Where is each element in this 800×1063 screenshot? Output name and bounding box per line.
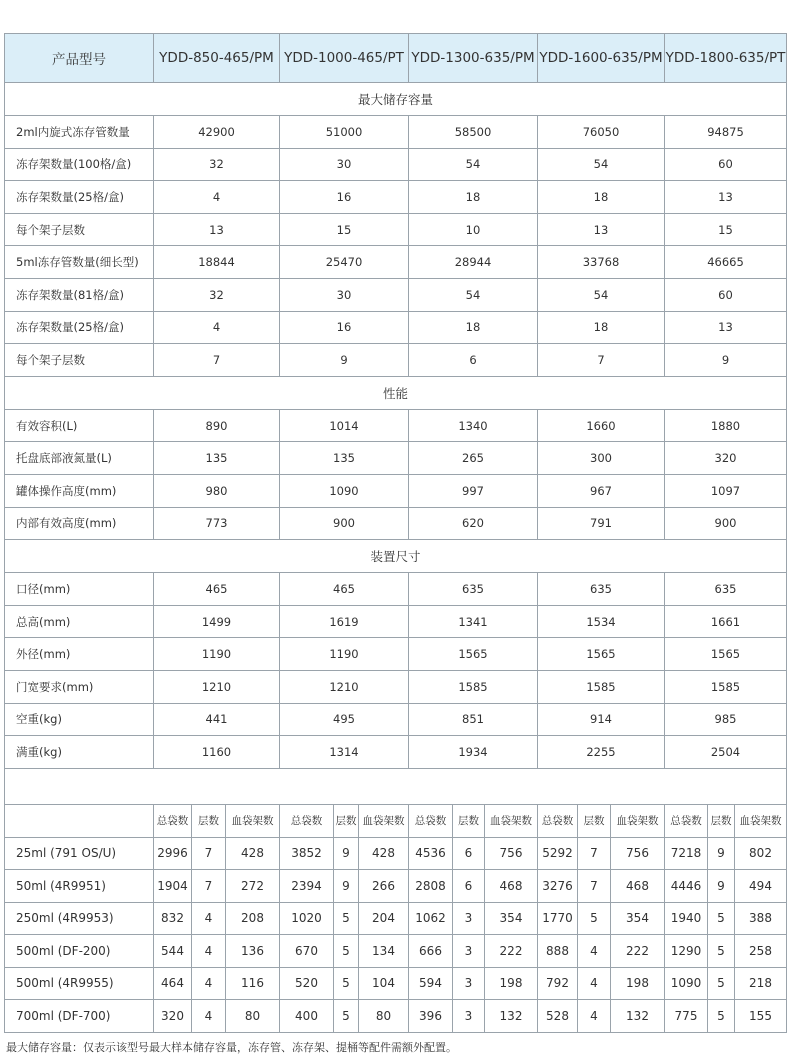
table-row <box>5 507 787 540</box>
value-cell: 5 <box>578 902 611 935</box>
value-cell: 5 <box>334 967 359 1000</box>
subheader-cell: 总袋数 <box>154 804 192 837</box>
value-cell: 15 <box>665 213 787 246</box>
table-row <box>5 605 787 638</box>
table-row <box>5 736 787 769</box>
value-cell: 94875 <box>665 116 787 149</box>
value-cell: 1880 <box>665 409 787 442</box>
subheader-blank <box>5 804 154 837</box>
value-cell: 802 <box>735 837 787 870</box>
value-cell: 4536 <box>409 837 453 870</box>
value-cell: 5292 <box>538 837 578 870</box>
value-cell: 28944 <box>409 246 538 279</box>
value-cell: 791 <box>538 507 665 540</box>
footnote: 最大储存容量：仅表示该型号最大样本储存容量，冻存管、冻存架、提桶等配件需额外配置。 <box>6 1041 457 1054</box>
row-label: 700ml (DF-700) <box>5 1000 154 1033</box>
table-row <box>5 213 787 246</box>
value-cell: 6 <box>409 344 538 377</box>
value-cell: 13 <box>665 311 787 344</box>
value-cell: 104 <box>359 967 409 1000</box>
value-cell: 25470 <box>280 246 409 279</box>
value-cell: 396 <box>409 1000 453 1033</box>
row-label: 2ml内旋式冻存管数量 <box>5 116 154 149</box>
header-label: 产品型号 <box>5 34 154 83</box>
value-cell: 9 <box>708 870 735 903</box>
value-cell: 10 <box>409 213 538 246</box>
value-cell: 33768 <box>538 246 665 279</box>
value-cell: 6 <box>453 870 485 903</box>
value-cell: 1661 <box>665 605 787 638</box>
value-cell: 5 <box>334 902 359 935</box>
table-row <box>5 837 787 870</box>
table-row <box>5 935 787 968</box>
subheader-cell: 层数 <box>334 804 359 837</box>
value-cell: 5 <box>708 1000 735 1033</box>
value-cell: 400 <box>280 1000 334 1033</box>
value-cell: 54 <box>409 148 538 181</box>
value-cell: 3 <box>453 1000 485 1033</box>
section-title: 装置尺寸 <box>5 540 787 573</box>
value-cell: 495 <box>280 703 409 736</box>
row-label: 冻存架数量(25格/盒) <box>5 181 154 214</box>
table-row <box>5 34 787 83</box>
value-cell: 1534 <box>538 605 665 638</box>
value-cell: 635 <box>409 573 538 606</box>
value-cell: 890 <box>154 409 280 442</box>
value-cell: 1565 <box>409 638 538 671</box>
value-cell: 3 <box>453 967 485 1000</box>
table-row <box>5 768 787 804</box>
value-cell: 1904 <box>154 870 192 903</box>
value-cell: 1660 <box>538 409 665 442</box>
value-cell: 4446 <box>665 870 708 903</box>
value-cell: 756 <box>485 837 538 870</box>
value-cell: 1770 <box>538 902 578 935</box>
value-cell: 7 <box>192 837 226 870</box>
value-cell: 914 <box>538 703 665 736</box>
value-cell: 1499 <box>154 605 280 638</box>
table-row <box>5 703 787 736</box>
value-cell: 4 <box>192 967 226 1000</box>
value-cell: 16 <box>280 181 409 214</box>
value-cell: 3276 <box>538 870 578 903</box>
value-cell: 1190 <box>154 638 280 671</box>
table-row <box>5 870 787 903</box>
table-row <box>5 409 787 442</box>
value-cell: 985 <box>665 703 787 736</box>
value-cell: 997 <box>409 474 538 507</box>
value-cell: 7 <box>154 344 280 377</box>
value-cell: 1020 <box>280 902 334 935</box>
value-cell: 1090 <box>280 474 409 507</box>
value-cell: 155 <box>735 1000 787 1033</box>
value-cell: 7 <box>192 870 226 903</box>
table-row <box>5 311 787 344</box>
value-cell: 198 <box>485 967 538 1000</box>
value-cell: 9 <box>334 837 359 870</box>
row-label: 空重(kg) <box>5 703 154 736</box>
value-cell: 1619 <box>280 605 409 638</box>
value-cell: 1341 <box>409 605 538 638</box>
table-row <box>5 967 787 1000</box>
value-cell: 136 <box>226 935 280 968</box>
value-cell: 54 <box>538 148 665 181</box>
value-cell: 468 <box>611 870 665 903</box>
row-label: 内部有效高度(mm) <box>5 507 154 540</box>
value-cell: 594 <box>409 967 453 1000</box>
value-cell: 54 <box>538 278 665 311</box>
value-cell: 773 <box>154 507 280 540</box>
subheader-cell: 血袋架数 <box>735 804 787 837</box>
row-label: 冻存架数量(25格/盒) <box>5 311 154 344</box>
value-cell: 46665 <box>665 246 787 279</box>
value-cell: 258 <box>735 935 787 968</box>
row-label: 总高(mm) <box>5 605 154 638</box>
table-row <box>5 376 787 409</box>
value-cell: 1934 <box>409 736 538 769</box>
value-cell: 792 <box>538 967 578 1000</box>
value-cell: 1565 <box>538 638 665 671</box>
section-title: 性能 <box>5 376 787 409</box>
spec-table <box>4 33 787 1033</box>
subheader-cell: 血袋架数 <box>611 804 665 837</box>
value-cell: 775 <box>665 1000 708 1033</box>
table-row <box>5 148 787 181</box>
table-row <box>5 670 787 703</box>
value-cell: 388 <box>735 902 787 935</box>
value-cell: 218 <box>735 967 787 1000</box>
value-cell: 76050 <box>538 116 665 149</box>
value-cell: 7 <box>538 344 665 377</box>
value-cell: 18 <box>409 181 538 214</box>
value-cell: 4 <box>578 935 611 968</box>
value-cell: 272 <box>226 870 280 903</box>
value-cell: 198 <box>611 967 665 1000</box>
value-cell: 54 <box>409 278 538 311</box>
value-cell: 60 <box>665 148 787 181</box>
row-label: 门宽要求(mm) <box>5 670 154 703</box>
value-cell: 1062 <box>409 902 453 935</box>
value-cell: 1090 <box>665 967 708 1000</box>
subheader-cell: 总袋数 <box>280 804 334 837</box>
value-cell: 3852 <box>280 837 334 870</box>
value-cell: 9 <box>665 344 787 377</box>
value-cell: 7 <box>578 837 611 870</box>
table-row <box>5 246 787 279</box>
value-cell: 16 <box>280 311 409 344</box>
value-cell: 1210 <box>280 670 409 703</box>
value-cell: 1585 <box>409 670 538 703</box>
value-cell: 116 <box>226 967 280 1000</box>
value-cell: 851 <box>409 703 538 736</box>
value-cell: 528 <box>538 1000 578 1033</box>
value-cell: 1314 <box>280 736 409 769</box>
value-cell: 300 <box>538 442 665 475</box>
value-cell: 967 <box>538 474 665 507</box>
row-label: 罐体操作高度(mm) <box>5 474 154 507</box>
subheader-cell: 层数 <box>708 804 735 837</box>
value-cell: 5 <box>708 967 735 1000</box>
value-cell: 18844 <box>154 246 280 279</box>
table-row <box>5 181 787 214</box>
table-row <box>5 804 787 837</box>
value-cell: 635 <box>665 573 787 606</box>
value-cell: 428 <box>359 837 409 870</box>
value-cell: 9 <box>280 344 409 377</box>
subheader-cell: 血袋架数 <box>226 804 280 837</box>
value-cell: 465 <box>280 573 409 606</box>
value-cell: 756 <box>611 837 665 870</box>
value-cell: 4 <box>192 1000 226 1033</box>
value-cell: 7218 <box>665 837 708 870</box>
value-cell: 135 <box>280 442 409 475</box>
value-cell: 888 <box>538 935 578 968</box>
value-cell: 18 <box>538 311 665 344</box>
value-cell: 4 <box>578 967 611 1000</box>
value-cell: 58500 <box>409 116 538 149</box>
value-cell: 2808 <box>409 870 453 903</box>
value-cell: 620 <box>409 507 538 540</box>
value-cell: 5 <box>334 935 359 968</box>
value-cell: 135 <box>154 442 280 475</box>
value-cell: 354 <box>611 902 665 935</box>
model-header: YDD-1000-465/PT <box>280 34 409 83</box>
value-cell: 204 <box>359 902 409 935</box>
row-label: 50ml (4R9951) <box>5 870 154 903</box>
value-cell: 80 <box>359 1000 409 1033</box>
subheader-cell: 层数 <box>453 804 485 837</box>
value-cell: 520 <box>280 967 334 1000</box>
value-cell: 30 <box>280 278 409 311</box>
model-header: YDD-1300-635/PM <box>409 34 538 83</box>
value-cell: 13 <box>154 213 280 246</box>
value-cell: 2255 <box>538 736 665 769</box>
value-cell: 265 <box>409 442 538 475</box>
row-label: 口径(mm) <box>5 573 154 606</box>
row-label: 有效容积(L) <box>5 409 154 442</box>
row-label: 满重(kg) <box>5 736 154 769</box>
value-cell: 18 <box>409 311 538 344</box>
value-cell: 900 <box>280 507 409 540</box>
subheader-cell: 血袋架数 <box>359 804 409 837</box>
row-label: 250ml (4R9953) <box>5 902 154 935</box>
value-cell: 32 <box>154 148 280 181</box>
table-row <box>5 344 787 377</box>
value-cell: 2504 <box>665 736 787 769</box>
value-cell: 4 <box>154 311 280 344</box>
value-cell: 134 <box>359 935 409 968</box>
value-cell: 15 <box>280 213 409 246</box>
model-header: YDD-1800-635/PT <box>665 34 787 83</box>
value-cell: 7 <box>578 870 611 903</box>
value-cell: 544 <box>154 935 192 968</box>
table-row <box>5 442 787 475</box>
model-header: YDD-850-465/PM <box>154 34 280 83</box>
value-cell: 465 <box>154 573 280 606</box>
value-cell: 1565 <box>665 638 787 671</box>
table-row <box>5 1000 787 1033</box>
value-cell: 428 <box>226 837 280 870</box>
subheader-cell: 血袋架数 <box>485 804 538 837</box>
value-cell: 494 <box>735 870 787 903</box>
value-cell: 266 <box>359 870 409 903</box>
subheader-cell: 总袋数 <box>665 804 708 837</box>
table-row <box>5 540 787 573</box>
value-cell: 670 <box>280 935 334 968</box>
value-cell: 4 <box>192 935 226 968</box>
value-cell: 208 <box>226 902 280 935</box>
row-label: 托盘底部液氮量(L) <box>5 442 154 475</box>
table-row <box>5 902 787 935</box>
value-cell: 222 <box>485 935 538 968</box>
value-cell: 900 <box>665 507 787 540</box>
value-cell: 468 <box>485 870 538 903</box>
value-cell: 2394 <box>280 870 334 903</box>
value-cell: 4 <box>154 181 280 214</box>
table-row <box>5 278 787 311</box>
value-cell: 42900 <box>154 116 280 149</box>
value-cell: 1290 <box>665 935 708 968</box>
value-cell: 1585 <box>538 670 665 703</box>
row-label: 冻存架数量(81格/盒) <box>5 278 154 311</box>
row-label: 每个架子层数 <box>5 213 154 246</box>
table-row <box>5 474 787 507</box>
value-cell: 9 <box>708 837 735 870</box>
value-cell: 132 <box>485 1000 538 1033</box>
value-cell: 9 <box>334 870 359 903</box>
subheader-cell: 层数 <box>578 804 611 837</box>
value-cell: 80 <box>226 1000 280 1033</box>
value-cell: 320 <box>665 442 787 475</box>
value-cell: 464 <box>154 967 192 1000</box>
row-label: 500ml (DF-200) <box>5 935 154 968</box>
model-header: YDD-1600-635/PM <box>538 34 665 83</box>
value-cell: 132 <box>611 1000 665 1033</box>
value-cell: 1210 <box>154 670 280 703</box>
value-cell: 1097 <box>665 474 787 507</box>
row-label: 500ml (4R9955) <box>5 967 154 1000</box>
row-label: 每个架子层数 <box>5 344 154 377</box>
value-cell: 5 <box>708 902 735 935</box>
value-cell: 1160 <box>154 736 280 769</box>
value-cell: 2996 <box>154 837 192 870</box>
value-cell: 320 <box>154 1000 192 1033</box>
table-row <box>5 116 787 149</box>
value-cell: 666 <box>409 935 453 968</box>
value-cell: 980 <box>154 474 280 507</box>
table-row <box>5 573 787 606</box>
value-cell: 222 <box>611 935 665 968</box>
value-cell: 1585 <box>665 670 787 703</box>
value-cell: 5 <box>334 1000 359 1033</box>
value-cell: 1340 <box>409 409 538 442</box>
row-label: 外径(mm) <box>5 638 154 671</box>
value-cell: 3 <box>453 902 485 935</box>
value-cell: 30 <box>280 148 409 181</box>
value-cell: 13 <box>665 181 787 214</box>
row-label: 25ml (791 OS/U) <box>5 837 154 870</box>
value-cell: 1014 <box>280 409 409 442</box>
value-cell: 6 <box>453 837 485 870</box>
value-cell: 18 <box>538 181 665 214</box>
blank-row <box>5 768 787 804</box>
row-label: 冻存架数量(100格/盒) <box>5 148 154 181</box>
value-cell: 441 <box>154 703 280 736</box>
value-cell: 635 <box>538 573 665 606</box>
value-cell: 354 <box>485 902 538 935</box>
table-row <box>5 83 787 116</box>
value-cell: 4 <box>578 1000 611 1033</box>
row-label: 5ml冻存管数量(细长型) <box>5 246 154 279</box>
value-cell: 13 <box>538 213 665 246</box>
table-row <box>5 638 787 671</box>
section-title: 最大储存容量 <box>5 83 787 116</box>
value-cell: 32 <box>154 278 280 311</box>
value-cell: 5 <box>708 935 735 968</box>
value-cell: 3 <box>453 935 485 968</box>
value-cell: 1940 <box>665 902 708 935</box>
value-cell: 4 <box>192 902 226 935</box>
value-cell: 832 <box>154 902 192 935</box>
subheader-cell: 总袋数 <box>409 804 453 837</box>
value-cell: 60 <box>665 278 787 311</box>
subheader-cell: 层数 <box>192 804 226 837</box>
subheader-cell: 总袋数 <box>538 804 578 837</box>
value-cell: 51000 <box>280 116 409 149</box>
value-cell: 1190 <box>280 638 409 671</box>
